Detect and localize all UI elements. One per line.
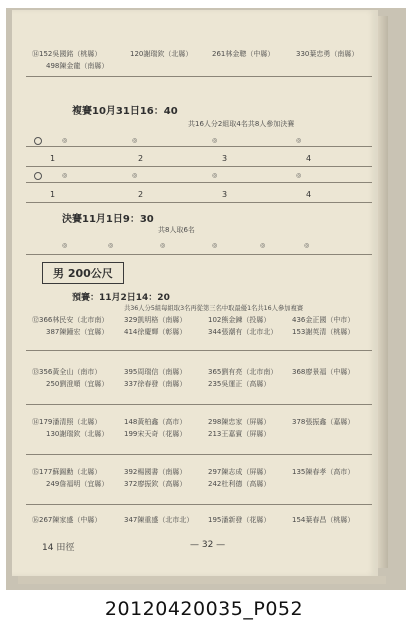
page-number: — 32 — [190,540,226,550]
lane-mark: ◎ [132,137,138,144]
page-edge-bottom [18,576,386,584]
group-number: 4 [306,190,312,199]
lane-mark: ◎ [132,172,138,179]
entry: ⑯267陳家盛（中縣） [32,516,102,524]
entry: 148黃柏鑫（高市） [124,418,187,426]
entry: ⑬356黃全山（南市） [32,368,102,376]
divider [26,182,372,183]
prelim-rule: 共36人分5組每組取3名再從第三名中取最優1名共16人參加複賽 [124,305,304,312]
entry: 120謝瑞欽（北縣） [130,50,193,58]
lane-mark: ◎ [296,137,302,144]
entry: 392楊國書（南縣） [124,468,187,476]
lane-mark: ◎ [304,242,310,249]
divider [26,146,372,147]
group-number: 3 [222,154,228,163]
lane-mark: ◎ [212,242,218,249]
lane-circle-icon [34,172,42,180]
divider [26,504,372,505]
entry: 414徐慶輝（彰縣） [124,328,187,336]
event-title: 男 200公尺 [42,262,124,284]
entry: 130謝瑞欽（北縣） [46,430,109,438]
entry: 387陳鐘宏（宜縣） [46,328,109,336]
lane-mark: ◎ [212,137,218,144]
lane-mark: ◎ [212,172,218,179]
lane-mark: ◎ [62,172,68,179]
entry: 135陳春孝（高市） [292,468,355,476]
footer-section: 14 田徑 [42,543,75,553]
document-page [12,10,378,576]
semifinal-rule: 共16人分2組取4名共8人參加決賽 [188,120,295,128]
entry: 153謝英清（桃縣） [292,328,355,336]
divider [26,202,372,203]
lane-mark: ◎ [296,172,302,179]
final-title: 決賽11月1日9：30 [62,214,154,225]
divider [26,166,372,167]
entry: 395周瑞信（南縣） [124,368,187,376]
lane-mark: ◎ [62,242,68,249]
entry: 213王嘉賓（屏縣） [208,430,271,438]
entry: 298陳忠家（屏縣） [208,418,271,426]
entry: 436金正國（中市） [292,316,355,324]
group-number: 1 [50,154,56,163]
divider [26,76,372,77]
divider [26,404,372,405]
entry: ⑭179潘清照（北縣） [32,418,102,426]
lane-mark: ◎ [260,242,266,249]
group-number: 2 [138,190,144,199]
lane-circle-icon [34,137,42,145]
entry: 378張振鑫（嘉縣） [292,418,355,426]
entry: 344張潮有（北市北） [208,328,278,336]
entry: 347陳重盛（北市北） [124,516,194,524]
entry: ⑫366林民安（北市南） [32,316,109,324]
entry: 249詹福明（宜縣） [46,480,109,488]
entry: 337徐春發（南縣） [124,380,187,388]
entry: 297陳志成（屏縣） [208,468,271,476]
group-number: 3 [222,190,228,199]
divider [26,254,372,255]
group-number: 4 [306,154,312,163]
divider [26,350,372,351]
entry: 261林金聰（中縣） [212,50,275,58]
entry: ⑭152吳國銘（桃縣） [32,50,102,58]
lane-mark: ◎ [160,242,166,249]
group-number: 2 [138,154,144,163]
group-number: 1 [50,190,56,199]
entry: 235吳運正（高縣） [208,380,271,388]
entry: 365劉有亮（北市南） [208,368,278,376]
divider [26,454,372,455]
final-rule: 共8人取6名 [158,226,195,234]
entry: 242杜利德（高縣） [208,480,271,488]
entry: 199宋天奇（花縣） [124,430,187,438]
lane-mark: ◎ [108,242,114,249]
page-edge [378,16,388,568]
lane-mark: ◎ [62,137,68,144]
entry: 195潘新發（花縣） [208,516,271,524]
entry: 329凱明格（南縣） [124,316,187,324]
entry: 330葉忠勇（南縣） [296,50,359,58]
semifinal-title: 複賽10月31日16：40 [72,106,178,117]
entry: 368廖景福（中縣） [292,368,355,376]
image-caption: 20120420035_P052 [104,598,304,620]
prelim-title: 預賽：11月2日14：20 [72,293,170,303]
entry: ⑮177蘇錫勳（北縣） [32,468,102,476]
entry: 154葉春昌（桃縣） [292,516,355,524]
entry: 102熊金鍊（投縣） [208,316,271,324]
entry: 372廖振欽（高縣） [124,480,187,488]
entry: 498陳金龍（南縣） [46,62,109,70]
entry: 250劉澄順（宜縣） [46,380,109,388]
